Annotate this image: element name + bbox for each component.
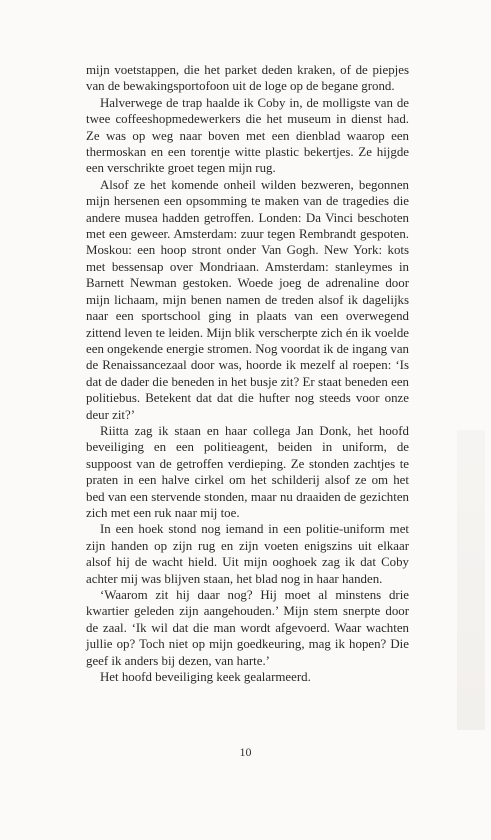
page-number: 10 [239,745,252,759]
paragraph: Het hoofd beveiliging keek gealarmeerd. [100,670,311,685]
paragraph: ‘Waarom zit hij daar nog? Hij moet al minstens drie kwartier geleden zijn aangehouden.’ Mijn stem snerpte door de zaal. ‘Ik wil dat die man wordt afgevoerd. Waar wachten jullie op? Toch niet op mijn goedkeuring, mag ik hopen? Die geef ik anders bij dezen, van harte.’ [86,588,409,668]
body-text [86,62,409,685]
paragraph: In een hoek stond nog iemand in een politie-uniform met zijn handen op zijn rug en zijn voeten enigszins uit elkaar alsof hij de wacht hield. Uit mijn ooghoek zag ik dat Coby achter mij was blijven staan, het blad nog in haar handen. [86,522,409,586]
paragraph: Alsof ze het komende onheil wilden bezweren, begonnen mijn hersenen een opsomming te maken van de tragedies die andere musea hadden getroffen. Londen: Da Vinci beschoten met een geweer. Amsterdam: zuur tegen Rembrandt gespoten. Moskou: een hoop stront onder Van Gogh. New York: kots met bessensap over Mondriaan. Amsterdam: stanleymes in Barnett Newman gestoken. Woede joeg de adrenaline door mijn lichaam, mijn benen namen de treden alsof ik dagelijks naar een sportschool ging in plaats van een overwegend zittend leven te leiden. Mijn blik verscherpte zich én ik voelde een ongekende energie stromen. Nog voordat ik de ingang van de Renaissancezaal door was, hoorde ik mezelf al roepen: ‘Is dat de dader die beneden in het busje zit? Er staat beneden een politiebus. Betekent dat dat die hufter nog steeds voor onze deur zit?’ [86,177,409,422]
paragraph: Riitta zag ik staan en haar collega Jan Donk, het hoofd beveiliging en een politieagent, beiden in uniform, de suppoost van de getroffen verdieping. Ze stonden zachtjes te praten in een halve cirkel om het schilderij alsof ze om het bed van een stervende stonden, maar nu draaiden de gezichten zich met een ruk naar mij toe. [86,423,409,520]
show-through-shadow [457,430,485,730]
paragraph: mijn voetstappen, die het parket deden kraken, of de piepjes van de bewakingsportofoon uit de loge op de begane grond. [86,63,409,94]
paragraph: Halverwege de trap haalde ik Coby in, de molligste van de twee coffeeshopmedewerkers die het museum in dienst had. Ze was op weg naar boven met een dienblad waarop een thermoskan en een torentje witte plastic bekertjes. Ze hijgde een verschrikte groet tegen mijn rug. [86,95,409,176]
